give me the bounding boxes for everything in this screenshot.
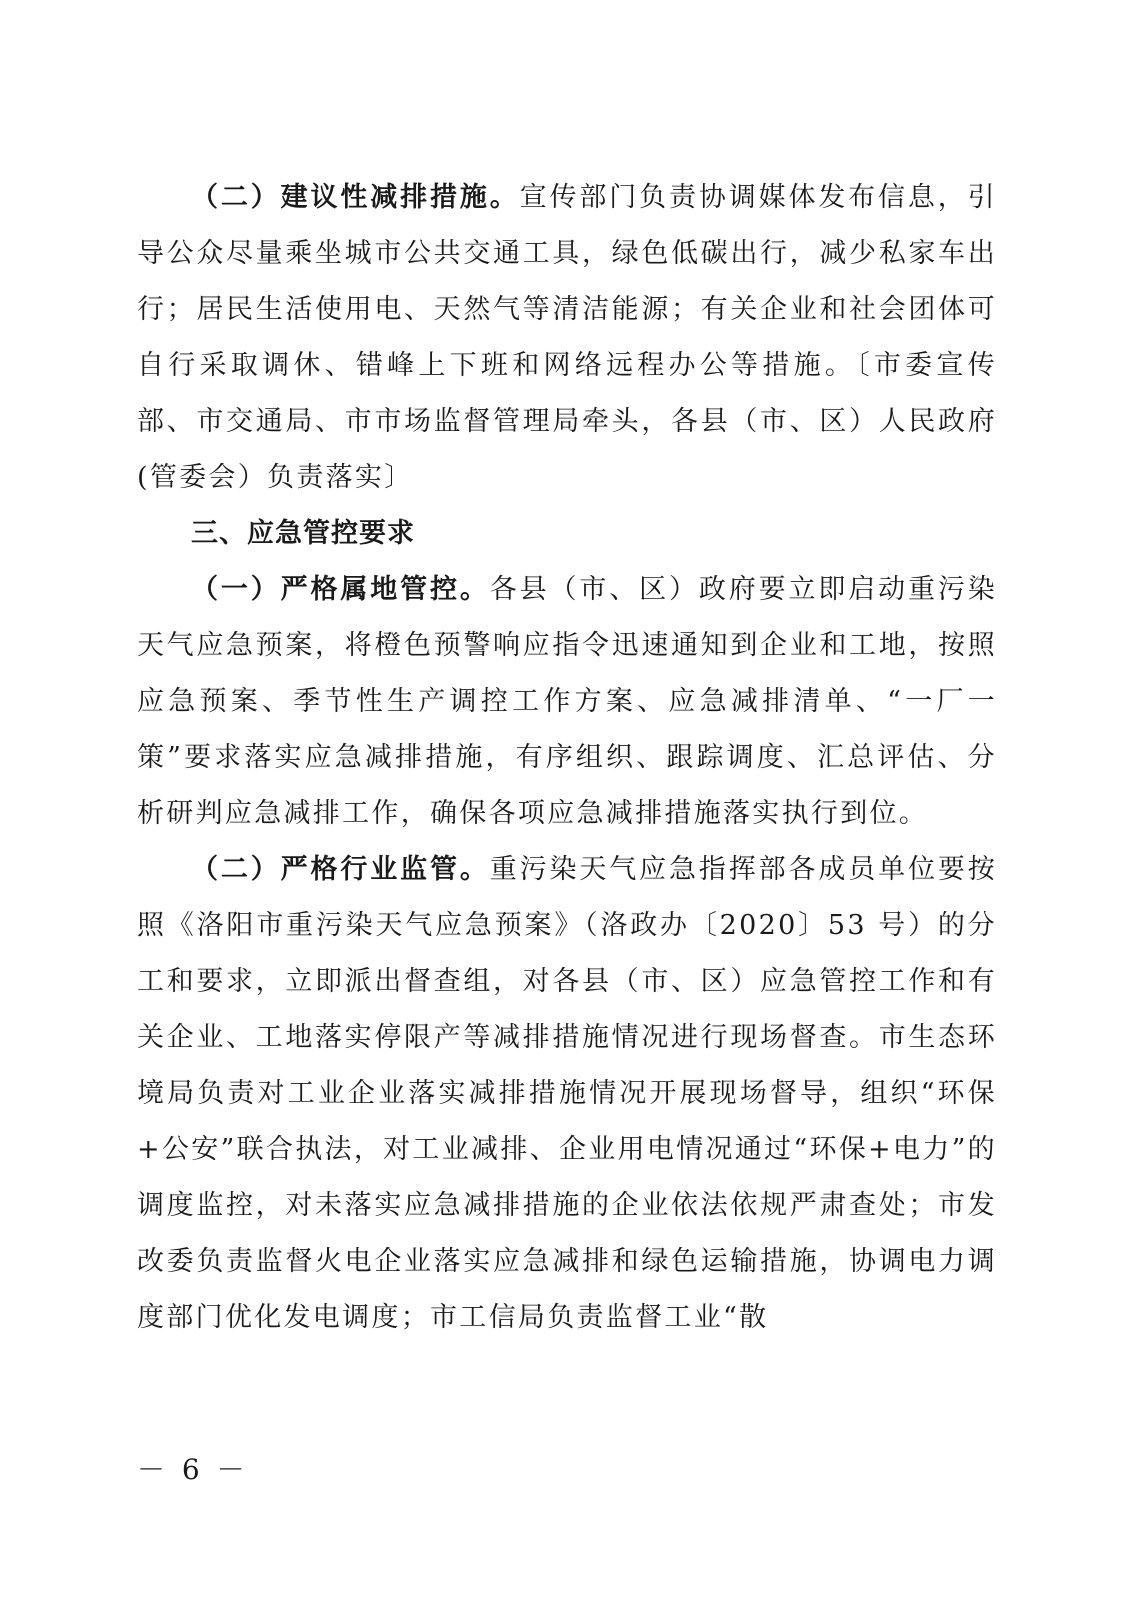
paragraph-text: 各县（市、区）政府要立即启动重污染天气应急预案，将橙色预警响应指令迅速通知到企业和工地，按照应急预案、季节性生产调控工作方案、应急减排清单、“一厂一策”要求落实应急减排措施，有序组织、跟踪调度、汇总评估、分析研判应急减排工作，确保各项应急减排措施落实执行到位。 (137, 574, 997, 829)
paragraph-lead: （二）建议性减排措施。 (191, 182, 520, 213)
page-number: － 6 － (137, 1453, 249, 1486)
paragraph-lead: （一）严格属地管控。 (191, 574, 490, 605)
section-heading: 三、应急管控要求 (191, 518, 415, 549)
paragraph-suggested-measures (137, 170, 997, 506)
paragraph-territorial-control (137, 562, 997, 842)
document-body (137, 170, 997, 1346)
paragraph-industry-supervision (137, 842, 997, 1346)
paragraph-text: 宣传部门负责协调媒体发布信息，引导公众尽量乘坐城市公共交通工具，绿色低碳出行，减少私家车出行；居民生活使用电、天然气等清洁能源；有关企业和社会团体可自行采取调休、错峰上下班和网络远程办公等措施。〔市委宣传部、市交通局、市市场监督管理局牵头，各县（市、区）人民政府(管委会）负责落实〕 (137, 182, 997, 493)
paragraph-lead: （二）严格行业监管。 (191, 854, 490, 885)
paragraph-text: 重污染天气应急指挥部各成员单位要按照《洛阳市重污染天气应急预案》（洛政办〔2020〕53 号）的分工和要求，立即派出督查组，对各县（市、区）应急管控工作和有关企业、工地落实停限产等减排措施情况进行现场督查。市生态环境局负责对工业企业落实减排措施情况开展现场督导，组织“环保+公安”联合执法，对工业减排、企业用电情况通过“环保+电力”的调度监控，对未落实应急减排措施的企业依法依规严肃查处；市发改委负责监督火电企业落实应急减排和绿色运输措施，协调电力调度部门优化发电调度；市工信局负责监督工业“散 (137, 854, 997, 1333)
